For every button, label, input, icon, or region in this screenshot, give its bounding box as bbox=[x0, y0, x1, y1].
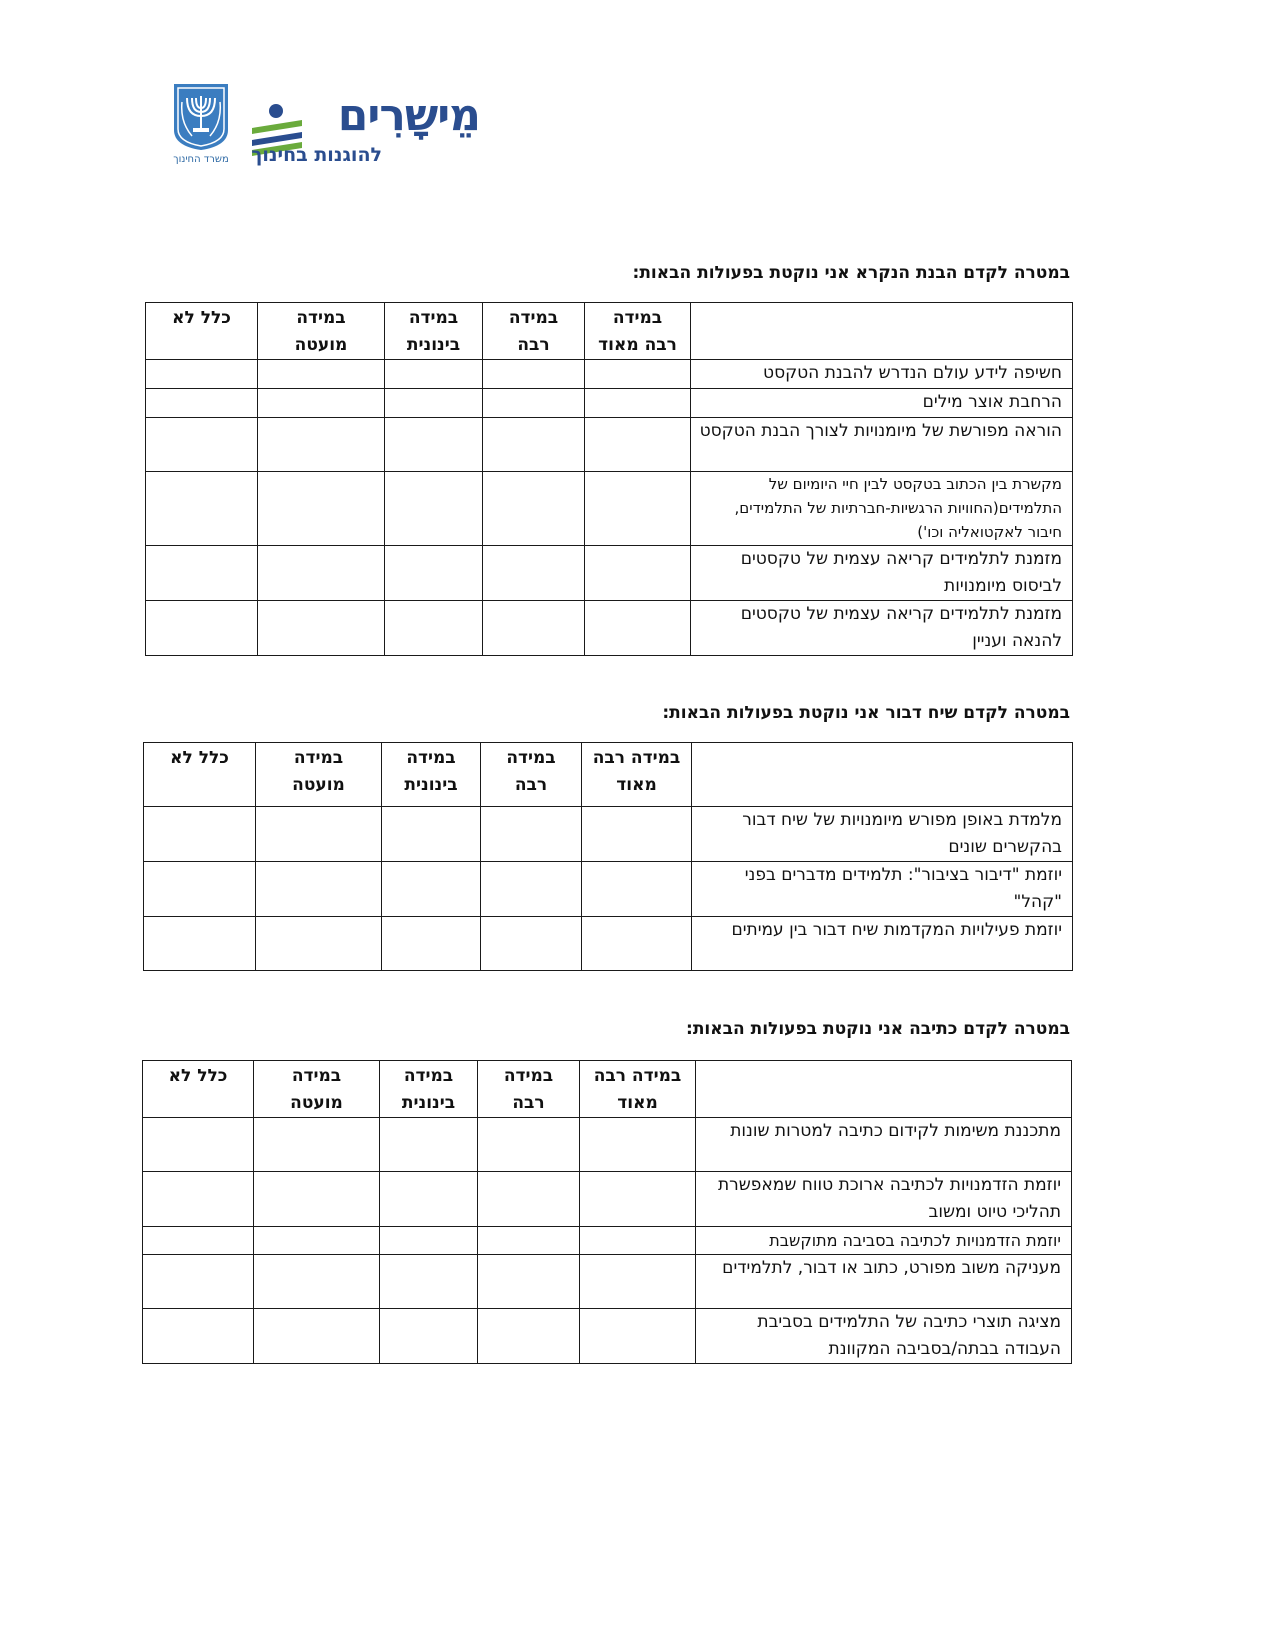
rating-cell[interactable] bbox=[144, 862, 256, 917]
item-label: הרחבת אוצר מילים bbox=[691, 389, 1073, 418]
rating-cell[interactable] bbox=[385, 546, 483, 601]
rating-cell[interactable] bbox=[483, 418, 585, 472]
rating-cell[interactable] bbox=[385, 472, 483, 546]
section-title-reading: במטרה לקדם הבנת הנקרא אני נוקטת בפעולות הבאות: bbox=[632, 263, 1070, 283]
rating-cell[interactable] bbox=[478, 1227, 580, 1255]
rating-cell[interactable] bbox=[144, 917, 256, 971]
rating-cell[interactable] bbox=[382, 807, 481, 862]
rating-cell[interactable] bbox=[143, 1227, 254, 1255]
rating-cell[interactable] bbox=[256, 862, 382, 917]
item-label: יוזמת פעילויות המקדמות שיח דבור בין עמיתים bbox=[692, 917, 1073, 971]
table-row bbox=[144, 917, 1073, 971]
rating-cell[interactable] bbox=[254, 1309, 380, 1364]
rating-cell[interactable] bbox=[385, 418, 483, 472]
ministry-caption: משרד החינוך bbox=[173, 154, 229, 165]
rating-cell[interactable] bbox=[380, 1255, 478, 1309]
header-medium: במידה בינונית bbox=[380, 1061, 478, 1118]
rating-cell[interactable] bbox=[483, 472, 585, 546]
item-label: מלמדת באופן מפורש מיומנויות של שיח דבור בהקשרים שונים bbox=[692, 807, 1073, 862]
section-title-writing: במטרה לקדם כתיבה אני נוקטת בפעולות הבאות: bbox=[686, 1019, 1070, 1039]
rating-cell[interactable] bbox=[478, 1255, 580, 1309]
rating-cell[interactable] bbox=[258, 389, 385, 418]
header-high: במידה רבה bbox=[481, 743, 582, 807]
rating-cell[interactable] bbox=[483, 601, 585, 656]
rating-cell[interactable] bbox=[585, 546, 691, 601]
header-low: במידה מועטה bbox=[258, 303, 385, 360]
header-very-high: במידה רבה מאוד bbox=[585, 303, 691, 360]
table-row bbox=[146, 546, 1073, 601]
rating-cell[interactable] bbox=[478, 1118, 580, 1172]
header-very-high: במידה רבה מאוד bbox=[582, 743, 692, 807]
rating-cell[interactable] bbox=[580, 1118, 696, 1172]
header-medium: במידה בינונית bbox=[385, 303, 483, 360]
rating-cell[interactable] bbox=[146, 601, 258, 656]
item-label: מתכננת משימות לקידום כתיבה למטרות שונות bbox=[696, 1118, 1072, 1172]
table-row bbox=[143, 1255, 1072, 1309]
rating-cell[interactable] bbox=[146, 360, 258, 389]
rating-cell[interactable] bbox=[380, 1309, 478, 1364]
item-label: הוראה מפורשת של מיומנויות לצורך הבנת הטקסט bbox=[691, 418, 1073, 472]
item-label: מעניקה משוב מפורט, כתוב או דבור, לתלמידים bbox=[696, 1255, 1072, 1309]
header-blank bbox=[691, 303, 1073, 360]
table-row bbox=[146, 418, 1073, 472]
rating-cell[interactable] bbox=[380, 1118, 478, 1172]
rating-cell[interactable] bbox=[146, 418, 258, 472]
header-low: במידה מועטה bbox=[254, 1061, 380, 1118]
rating-cell[interactable] bbox=[380, 1172, 478, 1227]
rating-cell[interactable] bbox=[582, 862, 692, 917]
table-row bbox=[143, 1118, 1072, 1172]
table-row bbox=[146, 472, 1073, 546]
brand-logo bbox=[250, 88, 480, 178]
item-label: יוזמת הזדמנויות לכתיבה ארוכת טווח שמאפשרת תהליכי טיוט ומשוב bbox=[696, 1172, 1072, 1227]
header-not-at-all: כלל לא bbox=[143, 1061, 254, 1118]
item-label: מציגה תוצרי כתיבה של התלמידים בסביבת העבודה בבתה/בסביבה המקוונת bbox=[696, 1309, 1072, 1364]
rating-cell[interactable] bbox=[258, 546, 385, 601]
table-row bbox=[143, 1172, 1072, 1227]
rating-cell[interactable] bbox=[143, 1255, 254, 1309]
rating-cell[interactable] bbox=[254, 1118, 380, 1172]
header-blank bbox=[696, 1061, 1072, 1118]
table-header-row bbox=[146, 303, 1073, 360]
rating-cell[interactable] bbox=[146, 546, 258, 601]
rating-cell[interactable] bbox=[580, 1255, 696, 1309]
rating-cell[interactable] bbox=[580, 1172, 696, 1227]
rating-cell[interactable] bbox=[585, 418, 691, 472]
header-blank bbox=[692, 743, 1073, 807]
rating-cell[interactable] bbox=[254, 1227, 380, 1255]
menorah-emblem-icon bbox=[170, 82, 232, 152]
rating-cell[interactable] bbox=[582, 807, 692, 862]
rating-cell[interactable] bbox=[478, 1172, 580, 1227]
rating-cell[interactable] bbox=[256, 917, 382, 971]
reading-table bbox=[145, 302, 1073, 656]
rating-cell[interactable] bbox=[385, 360, 483, 389]
rating-cell[interactable] bbox=[146, 389, 258, 418]
header-very-high: במידה רבה מאוד bbox=[580, 1061, 696, 1118]
speech-table bbox=[143, 742, 1073, 971]
rating-cell[interactable] bbox=[481, 807, 582, 862]
item-label: יוזמת "דיבור בציבור": תלמידים מדברים בפני "קהל" bbox=[692, 862, 1073, 917]
item-label: מזמנת לתלמידים קריאה עצמית של טקסטים להנאה ועניין bbox=[691, 601, 1073, 656]
rating-cell[interactable] bbox=[483, 389, 585, 418]
rating-cell[interactable] bbox=[481, 862, 582, 917]
rating-cell[interactable] bbox=[382, 862, 481, 917]
table-header-row bbox=[143, 1061, 1072, 1118]
brand-name: מֵישָרִים bbox=[337, 90, 480, 141]
header-high: במידה רבה bbox=[483, 303, 585, 360]
rating-cell[interactable] bbox=[385, 601, 483, 656]
rating-cell[interactable] bbox=[146, 472, 258, 546]
table-row bbox=[143, 1309, 1072, 1364]
rating-cell[interactable] bbox=[143, 1309, 254, 1364]
item-label: חשיפה לידע עולם הנדרש להבנת הטקסט bbox=[691, 360, 1073, 389]
rating-cell[interactable] bbox=[481, 917, 582, 971]
table-header-row bbox=[144, 743, 1073, 807]
rating-cell[interactable] bbox=[382, 917, 481, 971]
brand-tagline: להוגנות בחינוך bbox=[251, 144, 382, 166]
ministry-emblem bbox=[170, 82, 232, 177]
rating-cell[interactable] bbox=[143, 1172, 254, 1227]
rating-cell[interactable] bbox=[582, 917, 692, 971]
item-label: מזמנת לתלמידים קריאה עצמית של טקסטים לביסוס מיומנויות bbox=[691, 546, 1073, 601]
section-title-speech: במטרה לקדם שיח דבור אני נוקטת בפעולות הבאות: bbox=[662, 703, 1070, 723]
logo-header bbox=[170, 82, 490, 177]
table-row bbox=[146, 389, 1073, 418]
rating-cell[interactable] bbox=[483, 360, 585, 389]
item-label: יוזמת הזדמנויות לכתיבה בסביבה מתוקשבת bbox=[696, 1227, 1072, 1255]
rating-cell[interactable] bbox=[585, 601, 691, 656]
table-row bbox=[144, 807, 1073, 862]
header-low: במידה מועטה bbox=[256, 743, 382, 807]
rating-cell[interactable] bbox=[258, 601, 385, 656]
table-row bbox=[143, 1227, 1072, 1255]
rating-cell[interactable] bbox=[585, 360, 691, 389]
writing-table bbox=[142, 1060, 1072, 1364]
rating-cell[interactable] bbox=[254, 1255, 380, 1309]
rating-cell[interactable] bbox=[258, 472, 385, 546]
rating-cell[interactable] bbox=[483, 546, 585, 601]
rating-cell[interactable] bbox=[585, 389, 691, 418]
header-medium: במידה בינונית bbox=[382, 743, 481, 807]
rating-cell[interactable] bbox=[580, 1309, 696, 1364]
rating-cell[interactable] bbox=[144, 807, 256, 862]
table-row bbox=[144, 862, 1073, 917]
table-row bbox=[146, 601, 1073, 656]
rating-cell[interactable] bbox=[580, 1227, 696, 1255]
header-not-at-all: כלל לא bbox=[144, 743, 256, 807]
rating-cell[interactable] bbox=[256, 807, 382, 862]
rating-cell[interactable] bbox=[385, 389, 483, 418]
rating-cell[interactable] bbox=[258, 418, 385, 472]
rating-cell[interactable] bbox=[143, 1118, 254, 1172]
header-not-at-all: כלל לא bbox=[146, 303, 258, 360]
header-high: במידה רבה bbox=[478, 1061, 580, 1118]
rating-cell[interactable] bbox=[478, 1309, 580, 1364]
rating-cell[interactable] bbox=[254, 1172, 380, 1227]
rating-cell[interactable] bbox=[585, 472, 691, 546]
table-row bbox=[146, 360, 1073, 389]
item-label: מקשרת בין הכתוב בטקסט לבין חיי היומיום של התלמידים(החוויות הרגשיות-חברתיות של התלמידים, חיבור לאקטואליה וכו') bbox=[691, 472, 1073, 546]
rating-cell[interactable] bbox=[258, 360, 385, 389]
rating-cell[interactable] bbox=[380, 1227, 478, 1255]
